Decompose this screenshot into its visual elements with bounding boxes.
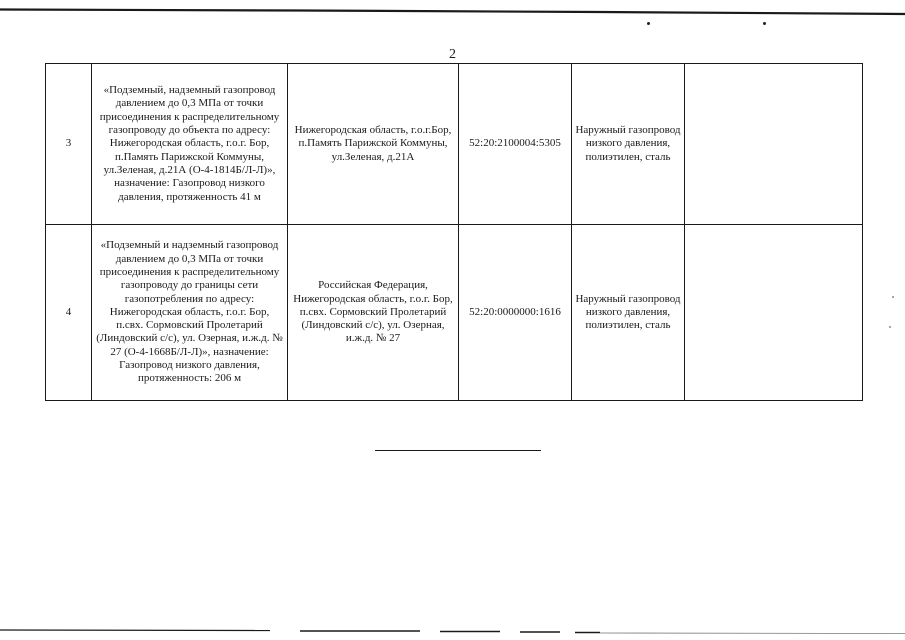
empty-cell [685,64,863,225]
cadastral-number: 52:20:2100004:5305 [459,64,572,225]
row-number: 4 [46,225,92,401]
table-row [46,225,863,401]
object-description: «Подземный, надземный газопровод давлением до 0,3 МПа от точки присоединения к распределительному газопроводу до объекта по адресу: Нижегородская область, г.о.г. Бор, п.Память Парижской Коммуны, ул.Зеленая, д.21А (О-4-1814Б/Л-Л)», назначение: Газопровод низкого давления, протяженность 41 м [92,64,288,225]
gas-pipeline-table [45,63,863,401]
object-address: Российская Федерация, Нижегородская область, г.о.г. Бор, п.свх. Сормовский Пролетарий (Линдовский с/с), ул. Озерная, и.ж.д. № 27 [288,225,459,401]
object-address: Нижегородская область, г.о.г.Бор, п.Память Парижской Коммуны, ул.Зеленая, д.21А [288,64,459,225]
object-type: Наружный газопровод низкого давления, полиэтилен, сталь [572,225,685,401]
table-row [46,64,863,225]
end-divider-line [375,450,541,451]
scan-speck [892,296,894,298]
empty-cell [685,225,863,401]
cadastral-number: 52:20:0000000:1616 [459,225,572,401]
page-number: 2 [449,47,456,62]
scan-speck [763,22,766,25]
scan-bottom-edge-line [0,628,905,636]
scan-speck [647,22,650,25]
scan-speck [889,326,891,328]
object-type: Наружный газопровод низкого давления, полиэтилен, сталь [572,64,685,225]
object-description: «Подземный и надземный газопровод давлением до 0,3 МПа от точки присоединения к распределительному газопроводу до границы сети газопотребления по адресу: Нижегородская область, г.о.г. Бор, п.свх. Сормовский Пролетарий (Линдовский с/с), ул. Озерная, и.ж.д. № 27 (О-4-1668Б/Л-Л)», назначение: Газопровод низкого давления, протяженность: 206 м [92,225,288,401]
row-number: 3 [46,64,92,225]
scan-top-edge-line [0,8,905,18]
